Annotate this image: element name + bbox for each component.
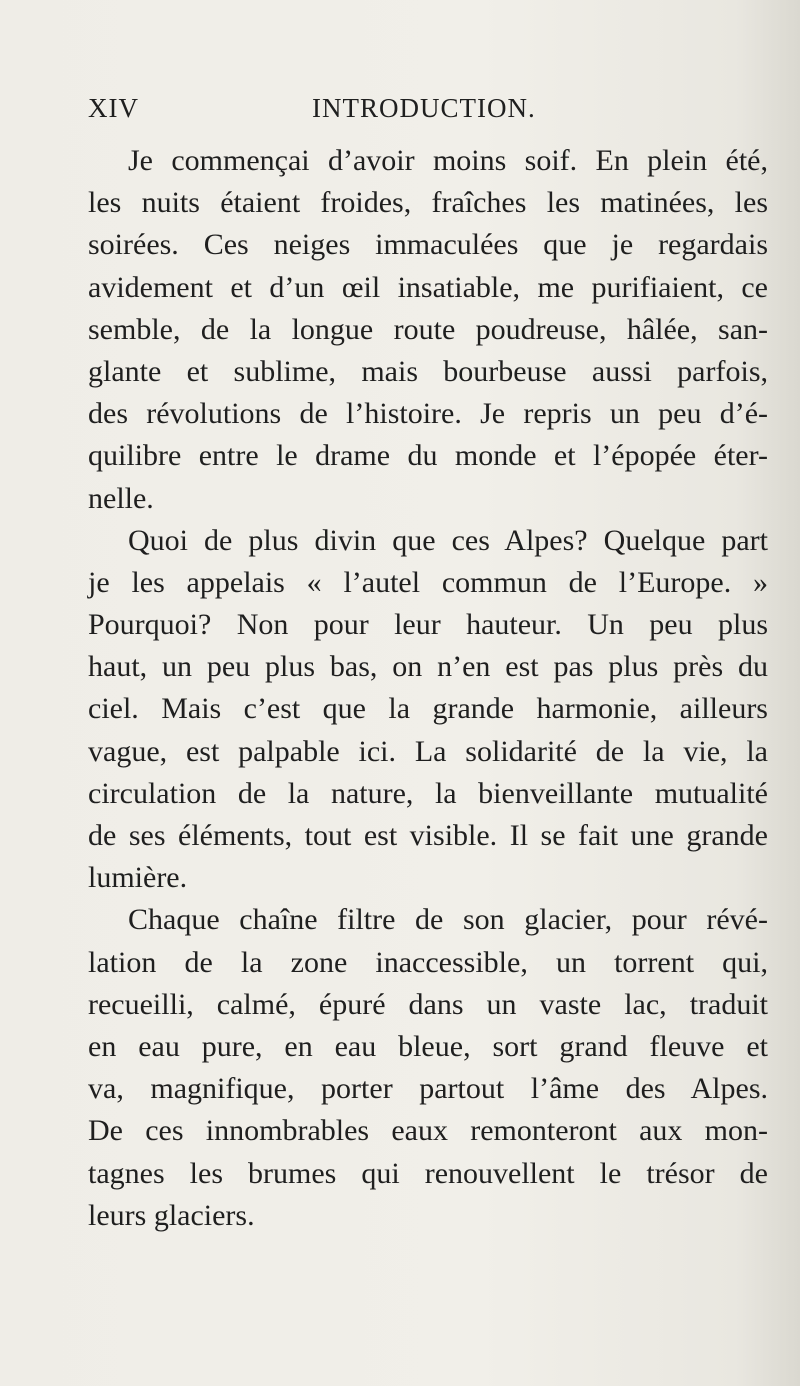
text-line: recueilli, calmé, épuré dans un vaste lac, traduit [88,987,768,1021]
text-line: lation de la zone inaccessible, un torrent qui, [88,945,768,979]
text-line: ciel. Mais c’est que la grande harmonie, ailleurs [88,692,768,726]
text-line: je les appelais « l’autel commun de l’Europe. » [88,565,768,599]
text-line: Pourquoi? Non pour leur hauteur. Un peu plus [88,608,768,642]
text-line: De ces innombrables eaux remonteront aux mon- [88,1114,768,1148]
text-line: de ses éléments, tout est visible. Il se fait une grande [88,819,768,852]
text-line: en eau pure, en eau bleue, sort grand fleuve et [88,1029,768,1063]
text-line: Quoi de plus divin que ces Alpes? Quelque part [128,523,768,557]
text-line: Je commençai d’avoir moins soif. En plein été, [128,144,768,177]
text-line: glante et sublime, mais bourbeuse aussi parfois, [88,354,768,388]
text-line: vague, est palpable ici. La solidarité de la vie, la [88,734,768,768]
running-title: INTRODUCTION. [312,93,536,123]
text-line: lumière. [88,861,188,895]
text-line: haut, un peu plus bas, on n’en est pas plus près du [88,650,768,684]
text-line: avidement et d’un œil insatiable, me purifiaient, ce [88,270,768,304]
text-line: quilibre entre le drame du monde et l’épopée éter- [88,439,768,473]
text-line: tagnes les brumes qui renouvellent le trésor de [88,1156,768,1190]
body-text [88,140,768,1237]
text-line: Chaque chaîne filtre de son glacier, pour révé- [128,903,768,937]
text-line: nelle. [88,481,154,515]
text-line: leurs glaciers. [88,1198,255,1232]
page-header [88,93,728,133]
text-line: va, magnifique, porter partout l’âme des Alpes. [88,1072,768,1106]
text-line: soirées. Ces neiges immaculées que je regardais [88,228,768,262]
text-line: les nuits étaient froides, fraîches les matinées, les [88,186,768,220]
text-line: semble, de la longue route poudreuse, hâlée, san- [88,312,768,346]
page-number: XIV [88,93,139,123]
text-line: des révolutions de l’histoire. Je repris un peu d’é- [88,397,768,431]
text-line: circulation de la nature, la bienveillante mutualité [88,776,768,810]
